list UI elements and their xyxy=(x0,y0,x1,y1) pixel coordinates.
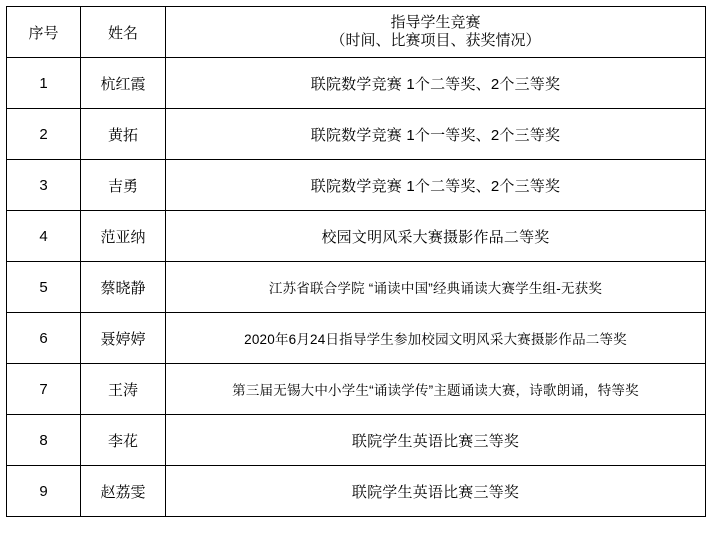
table-row xyxy=(7,58,706,109)
cell-name: 王涛 xyxy=(81,364,166,415)
cell-name: 范亚纳 xyxy=(81,211,166,262)
column-header-name: 姓名 xyxy=(81,7,166,58)
cell-desc: 江苏省联合学院 “诵读中国”经典诵读大赛学生组-无获奖 xyxy=(166,262,706,313)
table-row xyxy=(7,211,706,262)
cell-desc: 联院数学竞赛 1个二等奖、2个三等奖 xyxy=(166,58,706,109)
cell-desc: 联院学生英语比赛三等奖 xyxy=(166,466,706,517)
table-row xyxy=(7,313,706,364)
cell-index: 6 xyxy=(7,313,81,364)
table-row xyxy=(7,160,706,211)
column-header-index: 序号 xyxy=(7,7,81,58)
table-row xyxy=(7,364,706,415)
table-row xyxy=(7,415,706,466)
cell-index: 5 xyxy=(7,262,81,313)
cell-index: 8 xyxy=(7,415,81,466)
cell-index: 2 xyxy=(7,109,81,160)
cell-desc: 校园文明风采大赛摄影作品二等奖 xyxy=(166,211,706,262)
table-row xyxy=(7,262,706,313)
cell-desc: 联院数学竞赛 1个一等奖、2个三等奖 xyxy=(166,109,706,160)
column-header-desc xyxy=(166,7,706,58)
table-body xyxy=(7,58,706,517)
cell-desc: 2020年6月24日指导学生参加校园文明风采大赛摄影作品二等奖 xyxy=(166,313,706,364)
table-header xyxy=(7,7,706,58)
cell-desc: 联院学生英语比赛三等奖 xyxy=(166,415,706,466)
cell-name: 赵荔雯 xyxy=(81,466,166,517)
cell-name: 黄拓 xyxy=(81,109,166,160)
column-header-desc-line1: 指导学生竞赛 xyxy=(390,14,481,31)
column-header-desc-line2: （时间、比赛项目、获奖情况） xyxy=(330,32,541,49)
cell-desc: 联院数学竞赛 1个二等奖、2个三等奖 xyxy=(166,160,706,211)
cell-name: 蔡晓静 xyxy=(81,262,166,313)
cell-name: 李花 xyxy=(81,415,166,466)
table-row xyxy=(7,109,706,160)
cell-index: 4 xyxy=(7,211,81,262)
cell-index: 1 xyxy=(7,58,81,109)
table-header-row xyxy=(7,7,706,58)
cell-name: 杭红霞 xyxy=(81,58,166,109)
document-page xyxy=(0,6,711,544)
cell-name: 聂婷婷 xyxy=(81,313,166,364)
cell-index: 9 xyxy=(7,466,81,517)
cell-index: 3 xyxy=(7,160,81,211)
table-row xyxy=(7,466,706,517)
cell-index: 7 xyxy=(7,364,81,415)
cell-desc: 第三届无锡大中小学生“诵读学传”主题诵读大赛，诗歌朗诵，特等奖 xyxy=(166,364,706,415)
award-table xyxy=(6,6,706,517)
cell-name: 吉勇 xyxy=(81,160,166,211)
